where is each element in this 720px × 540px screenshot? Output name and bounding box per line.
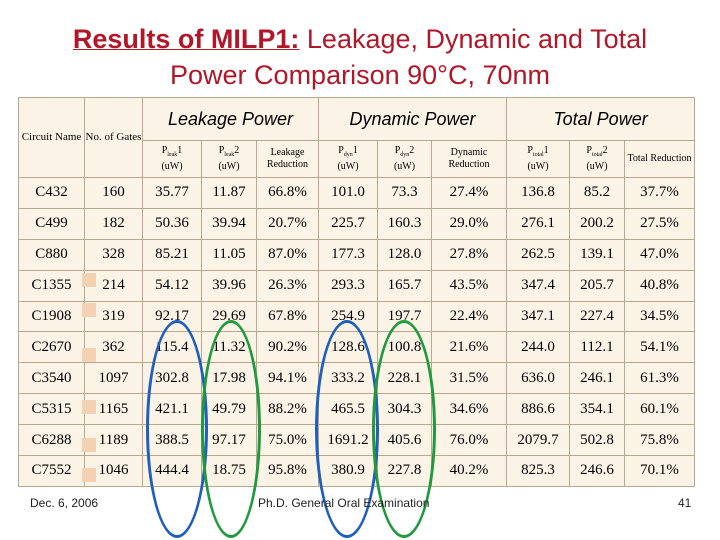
column-header-power: [378, 141, 432, 178]
table-cell: 20.7%: [257, 208, 319, 239]
table-cell: 347.4: [507, 270, 570, 301]
circuit-name-cell: C880: [19, 239, 85, 270]
table-row: [19, 270, 695, 301]
table-cell: 87.0%: [257, 239, 319, 270]
power-index: 2: [602, 145, 608, 156]
power-symbol: P: [586, 145, 592, 156]
unit-label: (uW): [337, 161, 359, 172]
table-cell: 333.2: [319, 363, 378, 394]
power-index: 1: [177, 145, 183, 156]
table-cell: 34.5%: [625, 301, 695, 332]
table-cell: 128.6: [319, 332, 378, 363]
table-cell: 139.1: [570, 239, 625, 270]
unit-label: (uW): [393, 161, 416, 172]
table-cell: 73.3: [378, 178, 432, 209]
column-header-power: [202, 141, 257, 178]
bookmark-marker: [82, 438, 96, 452]
table-cell: 380.9: [319, 456, 378, 487]
table-cell: 18.75: [202, 456, 257, 487]
table-cell: 1165: [85, 394, 143, 425]
table-cell: 244.0: [507, 332, 570, 363]
power-index: 1: [543, 145, 549, 156]
table-cell: 354.1: [570, 394, 625, 425]
bookmark-marker: [82, 303, 96, 317]
table-cell: 100.8: [378, 332, 432, 363]
power-subscript: total: [532, 152, 544, 158]
table-cell: 2079.7: [507, 425, 570, 456]
unit-label: (uW): [218, 161, 240, 172]
table-cell: 225.7: [319, 208, 378, 239]
column-header-reduction: [625, 141, 695, 178]
table-cell: 34.6%: [432, 394, 507, 425]
table-cell: 128.0: [378, 239, 432, 270]
table-cell: 66.8%: [257, 178, 319, 209]
table-cell: 293.3: [319, 270, 378, 301]
table-cell: 182: [85, 208, 143, 239]
column-header-power: [507, 141, 570, 178]
table-cell: 177.3: [319, 239, 378, 270]
unit-label: (uW): [527, 161, 549, 172]
highlight-ellipse-pleak1: [146, 320, 208, 538]
column-header-reduction: [257, 141, 319, 178]
power-symbol: P: [161, 145, 168, 156]
table-cell: 302.8: [143, 363, 202, 394]
table-cell: 75.0%: [257, 425, 319, 456]
table-cell: 39.96: [202, 270, 257, 301]
table-cell: 92.17: [143, 301, 202, 332]
table-cell: 26.3%: [257, 270, 319, 301]
table-cell: 347.1: [507, 301, 570, 332]
table-row: [19, 178, 695, 209]
table-cell: 11.87: [202, 178, 257, 209]
footer-event: Ph.D. General Oral Examination: [258, 496, 430, 510]
circuit-name-cell: C6288: [19, 425, 85, 456]
table-cell: 228.1: [378, 363, 432, 394]
table-cell: 27.4%: [432, 178, 507, 209]
table-cell: 227.4: [570, 301, 625, 332]
table-cell: 60.1%: [625, 394, 695, 425]
table-cell: 319: [85, 301, 143, 332]
bookmark-marker: [82, 468, 96, 482]
table-cell: 37.7%: [625, 178, 695, 209]
table-cell: 29.69: [202, 301, 257, 332]
reduction-label: Dynamic Reduction: [448, 147, 490, 170]
table-cell: 27.8%: [432, 239, 507, 270]
reduction-label: Leakage Reduction: [266, 147, 309, 170]
table-cell: 85.21: [143, 239, 202, 270]
table-cell: 11.05: [202, 239, 257, 270]
table-cell: 1046: [85, 456, 143, 487]
header-row-groups: [19, 98, 695, 141]
table-cell: 227.8: [378, 456, 432, 487]
table-cell: 1097: [85, 363, 143, 394]
table-cell: 328: [85, 239, 143, 270]
table-cell: 31.5%: [432, 363, 507, 394]
page-number: 41: [678, 496, 692, 510]
table-cell: 165.7: [378, 270, 432, 301]
circuit-name-header: Circuit Name: [19, 98, 85, 178]
table-cell: 886.6: [507, 394, 570, 425]
table-cell: 40.2%: [432, 456, 507, 487]
slide-title-line2: Power Comparison 90°C, 70nm: [170, 60, 550, 90]
highlight-ellipse-pleak2: [201, 320, 261, 538]
reduction-label: Total Reduction: [627, 153, 692, 164]
table-cell: 636.0: [507, 363, 570, 394]
table-cell: 35.77: [143, 178, 202, 209]
power-symbol: P: [218, 145, 225, 156]
table-cell: 88.2%: [257, 394, 319, 425]
column-header-power: [570, 141, 625, 178]
power-subscript: dyn: [343, 152, 353, 158]
table-cell: 246.6: [570, 456, 625, 487]
power-symbol: P: [338, 145, 344, 156]
table-cell: 421.1: [143, 394, 202, 425]
table-cell: 362: [85, 332, 143, 363]
table-cell: 214: [85, 270, 143, 301]
circuit-name-cell: C5315: [19, 394, 85, 425]
table-cell: 54.12: [143, 270, 202, 301]
table-cell: 200.2: [570, 208, 625, 239]
table-cell: 17.98: [202, 363, 257, 394]
table-cell: 444.4: [143, 456, 202, 487]
power-index: 1: [352, 145, 358, 156]
power-symbol: P: [394, 145, 401, 156]
table-cell: 205.7: [570, 270, 625, 301]
table-cell: 304.3: [378, 394, 432, 425]
unit-label: (uW): [586, 161, 608, 172]
table-cell: 29.0%: [432, 208, 507, 239]
table-row: [19, 239, 695, 270]
table-cell: 97.17: [202, 425, 257, 456]
title-bold: Results of MILP1:: [72, 24, 300, 54]
table-cell: 502.8: [570, 425, 625, 456]
leakage-power-header: Leakage Power: [143, 98, 319, 141]
table-cell: 825.3: [507, 456, 570, 487]
table-cell: 50.36: [143, 208, 202, 239]
slide-title-line1: [0, 22, 720, 56]
column-header-power: [319, 141, 378, 178]
total-power-header: Total Power: [507, 98, 695, 141]
circuit-name-cell: C499: [19, 208, 85, 239]
bookmark-marker: [82, 348, 96, 362]
unit-label: (uW): [161, 161, 183, 172]
title-rest: Leakage, Dynamic and Total: [299, 24, 648, 54]
power-subscript: leak: [224, 152, 235, 158]
table-cell: 160: [85, 178, 143, 209]
table-cell: 136.8: [507, 178, 570, 209]
table-cell: 54.1%: [625, 332, 695, 363]
dynamic-power-header: Dynamic Power: [319, 98, 507, 141]
table-cell: 43.5%: [432, 270, 507, 301]
table-cell: 61.3%: [625, 363, 695, 394]
column-header-reduction: [432, 141, 507, 178]
circuit-name-cell: C3540: [19, 363, 85, 394]
table-cell: 465.5: [319, 394, 378, 425]
table-cell: 94.1%: [257, 363, 319, 394]
table-cell: 70.1%: [625, 456, 695, 487]
circuit-name-cell: C1355: [19, 270, 85, 301]
table-cell: 40.8%: [625, 270, 695, 301]
table-cell: 101.0: [319, 178, 378, 209]
table-cell: 85.2: [570, 178, 625, 209]
circuit-name-cell: C1908: [19, 301, 85, 332]
gates-header: No. of Gates: [85, 98, 143, 178]
column-header-power: [143, 141, 202, 178]
table-cell: 27.5%: [625, 208, 695, 239]
bookmark-marker: [82, 400, 96, 414]
table-cell: 11.32: [202, 332, 257, 363]
power-subscript: dyn: [400, 152, 410, 158]
power-index: 2: [234, 145, 240, 156]
table-row: [19, 208, 695, 239]
table-cell: 388.5: [143, 425, 202, 456]
circuit-name-cell: C432: [19, 178, 85, 209]
power-subscript: leak: [167, 152, 178, 158]
table-cell: 47.0%: [625, 239, 695, 270]
table-cell: 76.0%: [432, 425, 507, 456]
table-cell: 276.1: [507, 208, 570, 239]
table-cell: 405.6: [378, 425, 432, 456]
power-index: 2: [409, 145, 415, 156]
footer-date: Dec. 6, 2006: [30, 496, 99, 510]
table-cell: 112.1: [570, 332, 625, 363]
table-cell: 160.3: [378, 208, 432, 239]
table-cell: 1691.2: [319, 425, 378, 456]
power-symbol: P: [527, 145, 533, 156]
table-cell: 197.7: [378, 301, 432, 332]
table-cell: 39.94: [202, 208, 257, 239]
circuit-name-cell: C2670: [19, 332, 85, 363]
bookmark-marker: [82, 273, 96, 287]
table-cell: 246.1: [570, 363, 625, 394]
table-cell: 49.79: [202, 394, 257, 425]
table-cell: 115.4: [143, 332, 202, 363]
table-cell: 95.8%: [257, 456, 319, 487]
power-subscript: total: [591, 152, 603, 158]
table-cell: 67.8%: [257, 301, 319, 332]
circuit-name-cell: C7552: [19, 456, 85, 487]
table-cell: 22.4%: [432, 301, 507, 332]
table-cell: 75.8%: [625, 425, 695, 456]
table-cell: 90.2%: [257, 332, 319, 363]
table-cell: 262.5: [507, 239, 570, 270]
table-cell: 21.6%: [432, 332, 507, 363]
table-cell: 254.9: [319, 301, 378, 332]
table-cell: 1189: [85, 425, 143, 456]
